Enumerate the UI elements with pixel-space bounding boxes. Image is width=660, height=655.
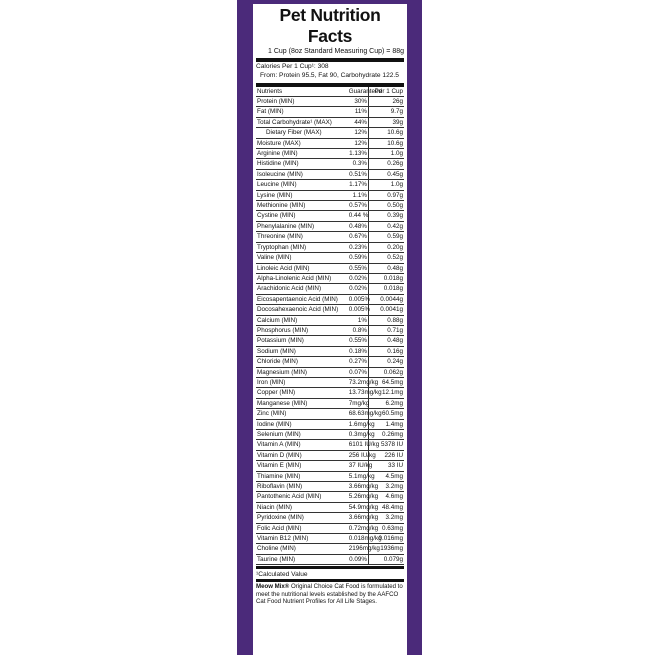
per-cup-value: 10.6g — [368, 138, 404, 148]
per-cup-value: 3.2mg — [368, 482, 404, 492]
nutrient-name: Tryptophan (MIN) — [256, 242, 348, 252]
guaranteed-value: 30% — [348, 97, 369, 107]
per-cup-value: 1.0g — [368, 180, 404, 190]
table-row — [256, 211, 404, 221]
table-row — [256, 159, 404, 169]
nutrient-name: Lysine (MIN) — [256, 190, 348, 200]
table-row — [256, 325, 404, 335]
per-cup-value: 0.26g — [368, 159, 404, 169]
nutrient-name: Thiamine (MIN) — [256, 471, 348, 481]
guaranteed-value: 2196mg/kg — [348, 545, 380, 553]
nutrient-name: Copper (MIN) — [256, 388, 348, 398]
guaranteed-value: 0.8% — [348, 325, 369, 335]
table-row — [256, 482, 404, 492]
guaranteed-value: 12% — [348, 128, 369, 138]
guaranteed-value: 0.59% — [349, 254, 367, 262]
table-row — [256, 430, 404, 440]
formulation-note — [256, 579, 404, 605]
per-cup-value: 0.50g — [368, 201, 404, 211]
guaranteed-value: 0.3mg/kg — [348, 431, 375, 438]
nutrient-name: Eicosapentaenoic Acid (MIN) — [256, 294, 348, 304]
nutrient-name: Cystine (MIN) — [256, 211, 348, 221]
table-row — [256, 232, 404, 242]
nutrient-name: Histidine (MIN) — [256, 159, 348, 169]
guaranteed-value: 0.018mg/kg — [348, 535, 382, 543]
nutrient-name: Arachidonic Acid (MIN) — [256, 284, 348, 294]
nutrient-name: Linoleic Acid (MIN) — [256, 263, 348, 273]
guaranteed-value: 0.02% — [349, 274, 367, 282]
guaranteed-value: 0.67% — [349, 233, 367, 241]
nutrient-name: Isoleucine (MIN) — [256, 169, 348, 179]
nutrient-name: Sodium (MIN) — [256, 346, 348, 356]
table-row — [256, 346, 404, 356]
nutrient-name: Selenium (MIN) — [256, 430, 348, 440]
guaranteed-value: 0.44 % — [348, 212, 369, 220]
nutrient-name: Vitamin D (MIN) — [256, 450, 348, 460]
calories-per-cup: Calories Per 1 Cup¹: 308 — [256, 63, 329, 70]
serving-size: 1 Cup (8oz Standard Measuring Cup) = 88g — [256, 47, 404, 62]
guaranteed-value: 0.55% — [349, 264, 367, 272]
nutrient-name: Valine (MIN) — [256, 253, 348, 263]
guaranteed-value: 3.66mg/kg — [348, 483, 379, 491]
table-row — [256, 388, 404, 398]
guaranteed-value: 7mg/kg — [348, 399, 370, 407]
per-cup-value: 0.0041g — [368, 305, 404, 315]
per-cup-value: 33 IU — [368, 461, 404, 471]
per-cup-value: 5378 IU — [368, 440, 404, 450]
nutrient-name: Vitamin A (MIN) — [256, 440, 348, 450]
per-cup-value: 0.59g — [368, 232, 404, 242]
per-cup-value: 26g — [368, 97, 404, 107]
table-row — [256, 419, 404, 429]
table-row — [256, 398, 404, 408]
guaranteed-value: 1.17% — [349, 181, 367, 189]
calories-from: From: Protein 95.5, Fat 90, Carbohydrate 122.5 — [260, 71, 399, 79]
per-cup-value: 0.97g — [368, 190, 404, 200]
guaranteed-value: 0.3% — [348, 159, 369, 169]
per-cup-value: 0.63mg — [368, 523, 404, 533]
guaranteed-value: 0.72mg/kg — [348, 524, 379, 532]
table-row — [256, 107, 404, 117]
nutrient-name: Vitamin B12 (MIN) — [256, 534, 348, 544]
calculated-value-footnote: ¹Calculated Value — [256, 566, 404, 579]
guaranteed-value: 5.26mg/kg — [348, 493, 379, 501]
guaranteed-value: 3.66mg/kg — [348, 514, 379, 522]
guaranteed-value: 0.48% — [349, 222, 367, 230]
nutrient-name: Riboflavin (MIN) — [256, 482, 348, 492]
nutrient-name: Potassium (MIN) — [256, 336, 348, 346]
per-cup-value: 4.5mg — [368, 471, 404, 481]
nutrient-name: Protein (MIN) — [256, 97, 348, 107]
guaranteed-value: 12% — [348, 138, 369, 148]
nutrient-name: Zinc (MIN) — [256, 409, 348, 419]
guaranteed-value: 0.18% — [349, 347, 367, 355]
brand-name: Meow Mix® — [256, 583, 290, 591]
guaranteed-value: 0.005% — [348, 295, 371, 303]
guaranteed-value: 6101 IU/kg — [348, 441, 380, 449]
guaranteed-value: 1.1% — [348, 190, 369, 200]
table-row — [256, 97, 404, 107]
table-row — [256, 128, 404, 138]
table-row — [256, 138, 404, 148]
guaranteed-value: 0.09% — [349, 555, 367, 563]
guaranteed-value: 5.1mg/kg — [348, 472, 375, 480]
per-cup-value: 4.6mg — [368, 492, 404, 502]
per-cup-value: 0.062g — [368, 367, 404, 377]
guaranteed-value: 1% — [348, 315, 369, 325]
per-cup-value: 1936mg — [368, 544, 404, 554]
guaranteed-value: 0.005% — [348, 306, 371, 314]
per-cup-value: 0.39g — [368, 211, 404, 221]
guaranteed-value: 37 IU/kg — [348, 462, 373, 470]
nutrient-name: Moisture (MAX) — [256, 138, 348, 148]
guaranteed-value: 256 IU/kg — [348, 451, 376, 459]
nutrient-name: Threonine (MIN) — [256, 232, 348, 242]
per-cup-value: 0.018g — [368, 284, 404, 294]
table-header-row — [256, 87, 404, 97]
table-row — [256, 221, 404, 231]
per-cup-value: 60.5mg — [368, 409, 404, 419]
table-row — [256, 492, 404, 502]
table-row — [256, 242, 404, 252]
table-row — [256, 461, 404, 471]
nutrient-name: Pantothenic Acid (MIN) — [256, 492, 348, 502]
table-row — [256, 513, 404, 523]
guaranteed-value: 73.2mg/kg — [348, 378, 379, 386]
per-cup-value: 0.20g — [368, 242, 404, 252]
table-row — [256, 534, 404, 544]
nutrient-name: Alpha-Linolenic Acid (MIN) — [256, 273, 348, 283]
guaranteed-value: 1.13% — [349, 150, 367, 158]
table-row — [256, 253, 404, 263]
table-row — [256, 409, 404, 419]
nutrient-name: Dietary Fiber (MAX) — [256, 128, 348, 138]
nutrient-name: Manganese (MIN) — [256, 398, 348, 408]
table-row — [256, 169, 404, 179]
per-cup-value: 0.26mg — [368, 430, 404, 440]
table-row — [256, 440, 404, 450]
per-cup-value: 9.7g — [368, 107, 404, 117]
nutrient-name: Calcium (MIN) — [256, 315, 348, 325]
nutrient-name: Arginine (MIN) — [256, 149, 348, 159]
nutrient-name: Magnesium (MIN) — [256, 367, 348, 377]
guaranteed-value: 0.23% — [349, 243, 367, 251]
header-nutrients: Nutrients — [256, 87, 348, 97]
nutrient-name: Phosphorus (MIN) — [256, 325, 348, 335]
table-row — [256, 554, 404, 564]
per-cup-value: 3.2mg — [368, 513, 404, 523]
table-row — [256, 117, 404, 127]
table-row — [256, 544, 404, 554]
table-row — [256, 294, 404, 304]
per-cup-value: 0.45g — [368, 169, 404, 179]
per-cup-value: 0.16g — [368, 346, 404, 356]
table-row — [256, 315, 404, 325]
guaranteed-value: 68.63mg/kg — [348, 410, 382, 418]
nutrient-name: Taurine (MIN) — [256, 554, 348, 564]
per-cup-value: 0.24g — [368, 357, 404, 367]
note-text: Original Choice Cat Food is formulated to meet the nutritional levels established by the AAFCO Cat Food Nutrient Profiles for All Life Stages. — [256, 583, 403, 605]
table-row — [256, 367, 404, 377]
guaranteed-value: 11% — [348, 107, 369, 117]
table-row — [256, 305, 404, 315]
guaranteed-value: 0.55% — [349, 337, 367, 345]
guaranteed-value: 1.6mg/kg — [348, 420, 375, 428]
per-cup-value: 0.48g — [368, 263, 404, 273]
header-per-cup: Per 1 Cup — [368, 87, 404, 97]
guaranteed-value: 0.07% — [349, 368, 367, 376]
nutrient-name: Iodine (MIN) — [256, 419, 348, 429]
per-cup-value: 0.52g — [368, 253, 404, 263]
guaranteed-value: 0.27% — [349, 358, 367, 366]
guaranteed-value: 54.9mg/kg — [348, 503, 379, 511]
nutrient-name: Methionine (MIN) — [256, 201, 348, 211]
per-cup-value: 0.42g — [368, 221, 404, 231]
nutrient-name: Docosahexaenoic Acid (MIN) — [256, 305, 348, 315]
table-row — [256, 471, 404, 481]
per-cup-value: 0.016mg — [368, 534, 404, 544]
nutrient-name: Pyridoxine (MIN) — [256, 513, 348, 523]
guaranteed-value: 0.57% — [349, 202, 367, 210]
per-cup-value: 10.6g — [368, 128, 404, 138]
table-row — [256, 273, 404, 283]
calories-block — [256, 62, 404, 81]
per-cup-value: 0.88g — [368, 315, 404, 325]
label-title: Pet Nutrition Facts — [279, 5, 381, 46]
table-row — [256, 336, 404, 346]
table-row — [256, 523, 404, 533]
nutrition-facts-label — [253, 4, 407, 655]
header-guaranteed: Guaranteed — [348, 87, 383, 95]
table-row — [256, 190, 404, 200]
nutrient-name: Folic Acid (MIN) — [256, 523, 348, 533]
per-cup-value: 48.4mg — [368, 502, 404, 512]
per-cup-value: 0.079g — [368, 554, 404, 564]
table-row — [256, 263, 404, 273]
table-row — [256, 450, 404, 460]
table-row — [256, 201, 404, 211]
nutrient-name: Vitamin E (MIN) — [256, 461, 348, 471]
nutrient-name: Chloride (MIN) — [256, 357, 348, 367]
guaranteed-value: 0.02% — [349, 285, 367, 293]
nutrient-name: Iron (MIN) — [256, 377, 348, 387]
table-row — [256, 180, 404, 190]
nutrient-name: Choline (MIN) — [256, 544, 348, 554]
per-cup-value: 6.2mg — [368, 398, 404, 408]
table-row — [256, 149, 404, 159]
nutrient-name: Phenylalanine (MIN) — [256, 221, 348, 231]
per-cup-value: 0.71g — [368, 325, 404, 335]
per-cup-value: 0.48g — [368, 336, 404, 346]
nutrient-table — [256, 87, 404, 566]
nutrient-name: Fat (MIN) — [256, 107, 348, 117]
table-row — [256, 284, 404, 294]
per-cup-value: 226 IU — [368, 450, 404, 460]
per-cup-value: 39g — [368, 117, 404, 127]
nutrient-name: Niacin (MIN) — [256, 502, 348, 512]
table-row — [256, 377, 404, 387]
nutrient-name: Total Carbohydrate¹ (MAX) — [256, 117, 348, 127]
per-cup-value: 0.018g — [368, 273, 404, 283]
per-cup-value: 0.0044g — [368, 294, 404, 304]
guaranteed-value: 13.73mg/kg — [348, 389, 382, 397]
table-row — [256, 357, 404, 367]
table-row — [256, 502, 404, 512]
guaranteed-value: 0.51% — [349, 170, 367, 178]
per-cup-value: 1.0g — [368, 149, 404, 159]
nutrient-name: Leucine (MIN) — [256, 180, 348, 190]
guaranteed-value: 44% — [348, 117, 369, 127]
per-cup-value: 64.5mg — [368, 377, 404, 387]
per-cup-value: 12.1mg — [368, 388, 404, 398]
per-cup-value: 1.4mg — [368, 419, 404, 429]
